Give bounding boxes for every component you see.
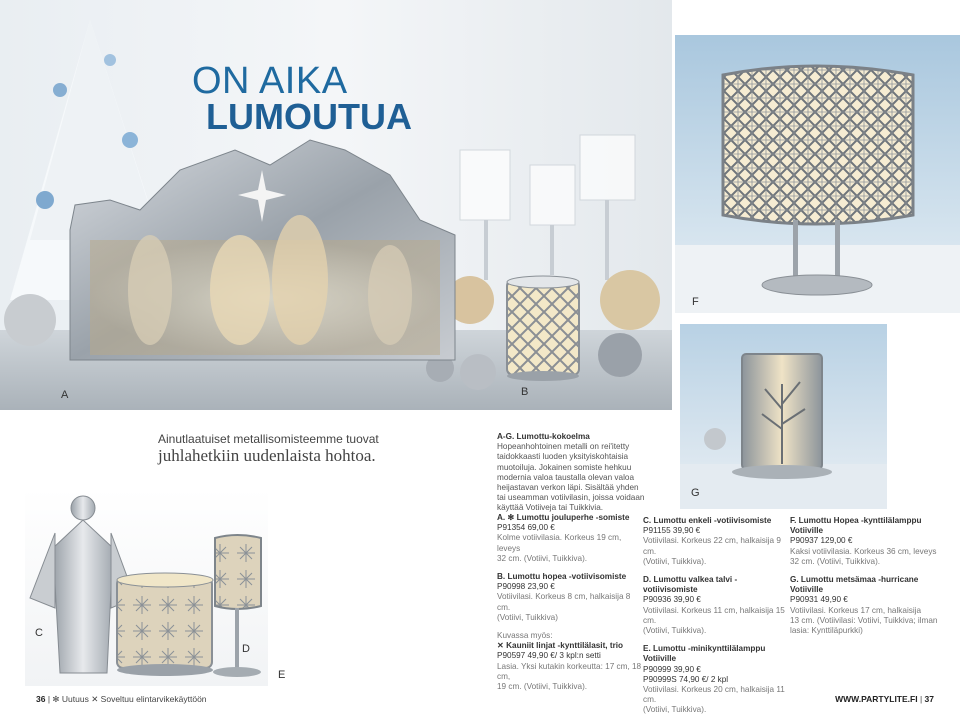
product-a-title: A. ✻ Lumottu jouluperhe -somiste [497, 513, 630, 522]
hurricane-g-photo [680, 324, 887, 509]
also-product-desc: Lasia. Yksi kutakin korkeutta: 17 cm, 18 cm, [497, 661, 642, 681]
collection-line: taidokkaasti luoden yksityiskohtaisia [497, 452, 629, 462]
footer-divider: | [47, 694, 53, 704]
product-a-desc: 32 cm. (Votiivi, Tuikkiva). [497, 553, 588, 563]
product-f-desc: 32 cm. (Votiivi, Tuikkiva). [790, 556, 881, 566]
product-g-desc: 13 cm. (Votiivilasi: Votiivi, Tuikkiva; ilman [790, 615, 938, 625]
product-column-1 [497, 513, 642, 692]
collection-line: muotoiluja. Jokainen somiste hehkuu [497, 462, 632, 472]
page-number-left: 36 [36, 694, 46, 704]
photo-label-d: D [242, 643, 250, 655]
product-g-code: P90931 49,90 € [790, 595, 848, 605]
lamp-f-photo [675, 35, 960, 313]
product-c-desc: Votiivilasi. Korkeus 22 cm, halkaisija 9 cm. [643, 536, 781, 556]
footer-left [36, 694, 207, 705]
product-f-code: P90937 129,00 € [790, 536, 853, 546]
tagline-line-1: Ainutlaatuiset metallisomisteemme tuovat [158, 432, 379, 446]
product-e-code: P90999 39,90 € [643, 664, 701, 674]
collection-intro [497, 432, 677, 514]
product-d-title: D. Lumottu valkea talvi -votiivisomiste [643, 575, 738, 595]
also-pictured-label: Kuvassa myös: [497, 631, 553, 641]
product-b-desc: (Votiivi, Tuikkiva) [497, 612, 558, 622]
collection-line: Hopeanhohtoinen metalli on rei'itetty [497, 442, 630, 452]
product-e-title-2: Votiiville [643, 654, 677, 664]
product-c-title: C. Lumottu enkeli -votiivisomiste [643, 516, 772, 525]
product-g-title: G. Lumottu metsämaa -hurricane [790, 575, 919, 585]
product-column-3 [790, 516, 940, 636]
product-f-title: F. Lumottu Hopea -kynttilälamppu [790, 516, 922, 525]
photo-label-f: F [692, 296, 699, 308]
collection-line: käyttää Votiiveja tai Tuikkivia. [497, 503, 604, 513]
product-b-title: B. Lumottu hopea -votiivisomiste [497, 572, 627, 582]
product-f-desc: Kaksi votiivilasia. Korkeus 36 cm, leveys [790, 546, 937, 556]
footer-legend: ✻ Uutuus ✕ Soveltuu elintarvikekäyttöön [52, 694, 207, 704]
photo-label-c: C [35, 627, 43, 639]
collection-line: heijastavan verkon läpi. Sisältää yhden [497, 483, 639, 493]
product-e-title: E. Lumottu -minikynttilälamppu [643, 644, 766, 654]
photo-label-g: G [691, 487, 700, 499]
product-d-desc: Votiivilasi. Korkeus 11 cm, halkaisija 15 cm. [643, 605, 785, 625]
product-d-code: P90936 39,90 € [643, 595, 701, 605]
product-b-code: P90998 23,90 € [497, 582, 555, 592]
heading-line-2: LUMOUTUA [206, 96, 412, 137]
photo-label-e: E [278, 669, 286, 681]
footer-right [835, 694, 934, 704]
product-f-title-2: Votiiville [790, 526, 824, 536]
footer-divider: | [919, 694, 925, 704]
product-c-desc: (Votiivi, Tuikkiva). [643, 556, 707, 566]
collection-title: A-G. Lumottu-kokoelma [497, 432, 590, 441]
product-d-desc: (Votiivi, Tuikkiva). [643, 626, 707, 636]
product-b-desc: Votiivilasi. Korkeus 8 cm, halkaisija 8 cm. [497, 592, 631, 612]
photo-label-b: B [521, 386, 529, 398]
product-e-desc: Votiivilasi. Korkeus 20 cm, halkaisija 11 cm. [643, 685, 785, 705]
collection-line: modernia valoa taustalla olevan valoa [497, 472, 635, 482]
product-g-desc: lasia: Kynttiläpurkki) [790, 626, 863, 636]
footer-site: WWW.PARTYLITE.FI [835, 694, 918, 704]
angel-votives-photo [25, 488, 268, 686]
product-g-title-2: Votiiville [790, 585, 824, 595]
product-column-2 [643, 516, 788, 716]
also-product-code: P90597 49,90 €/ 3 kpl:n setti [497, 651, 601, 661]
also-product-title: ✕ Kauniit linjat -kynttilälasit, trio [497, 641, 624, 651]
product-a-desc: Kolme votiivilasia. Korkeus 19 cm, leveys [497, 533, 622, 553]
heading-line-1: ON AIKA [192, 60, 348, 102]
product-a-code: P91354 69,00 € [497, 523, 555, 533]
tagline-line-2: juhlahetkiin uudenlaista hohtoa. [158, 446, 376, 465]
photo-label-a: A [61, 389, 69, 401]
page-number-right: 37 [924, 694, 934, 704]
collection-line: tai useamman votiivilasin, joissa voidaan [497, 493, 645, 503]
product-c-code: P91155 39,90 € [643, 526, 701, 536]
product-e-desc: (Votiivi, Tuikkiva). [643, 705, 707, 715]
product-e-code-2: P90999S 74,90 €/ 2 kpl [643, 674, 729, 684]
also-product-desc: 19 cm. (Votiivi, Tuikkiva). [497, 682, 588, 692]
product-g-desc: Votiivilasi. Korkeus 17 cm, halkaisija [790, 605, 922, 615]
